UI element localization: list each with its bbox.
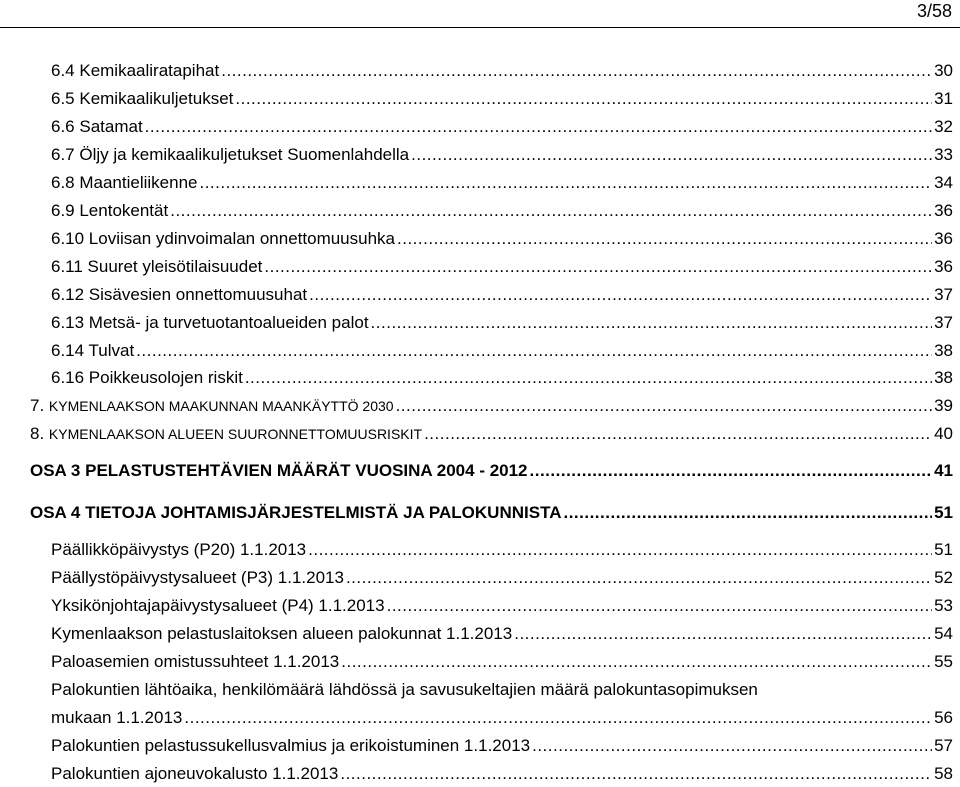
toc-entry[interactable] (51, 228, 953, 250)
toc-entry[interactable] (51, 312, 953, 334)
toc-entry-title: 6.5 Kemikaalikuljetukset (51, 89, 234, 108)
toc-entry-title (30, 395, 394, 417)
toc-entry-title: OSA 4 TIETOJA JOHTAMISJÄRJESTELMISTÄ JA PALOKUNNISTA (30, 503, 562, 522)
toc-entry-title: Palokuntien pelastussukellusvalmius ja erikoistuminen 1.1.2013 (51, 736, 531, 755)
toc-entry[interactable] (51, 172, 953, 194)
toc-entry-page: 41 (934, 461, 953, 480)
toc-entry-title: Palokuntien ajoneuvokalusto 1.1.2013 (51, 764, 339, 783)
page-number: 3/58 (916, 1, 952, 21)
toc-entry-title: OSA 3 PELASTUSTEHTÄVIEN MÄÄRÄT VUOSINA 2004 - 2012 (30, 461, 528, 480)
toc-entry-table[interactable] (51, 707, 953, 729)
toc-leader-dots (170, 200, 932, 222)
toc-entry-page: 36 (934, 201, 953, 220)
toc-entry-page: 40 (934, 424, 953, 443)
toc-leader-dots (387, 595, 932, 617)
toc-entry-page: 39 (934, 396, 953, 415)
toc-entry-table[interactable] (51, 623, 953, 645)
toc-entry-page: 54 (934, 624, 953, 643)
toc-entry-title: Päällystöpäivystysalueet (P3) 1.1.2013 (51, 568, 344, 587)
toc-entry-title: 6.10 Loviisan ydinvoimalan onnettomuusuhka (51, 229, 396, 248)
toc-entry-title-text: KYMENLAAKSON ALUEEN SUURONNETTOMUUSRISKIT (48, 426, 423, 442)
toc-leader-dots (341, 651, 932, 673)
toc-entry-page: 55 (934, 652, 953, 671)
toc-entry-page: 51 (934, 503, 953, 522)
toc-entry-title: mukaan 1.1.2013 (51, 708, 183, 727)
toc-leader-dots (397, 228, 932, 250)
toc-entry-page: 38 (934, 368, 953, 387)
toc-entry[interactable] (51, 60, 953, 82)
toc-leader-dots (235, 88, 932, 110)
toc-entry[interactable] (51, 200, 953, 222)
toc-leader-dots (530, 460, 933, 482)
toc-entry-page: 30 (934, 61, 953, 80)
toc-entry-page: 58 (934, 764, 953, 783)
toc-entry-page: 32 (934, 117, 953, 136)
toc-entry-number: 7. (30, 396, 45, 415)
toc-entry-title-line1: Palokuntien lähtöaika, henkilömäärä lähdössä ja savusukeltajien määrä palokuntasopimuksen (51, 680, 758, 699)
toc-leader-dots (396, 395, 933, 417)
toc-entry-part[interactable] (30, 460, 953, 482)
toc-entry-page: 34 (934, 173, 953, 192)
toc-entry-title: Kymenlaakson pelastuslaitoksen alueen palokunnat 1.1.2013 (51, 624, 513, 643)
toc-leader-dots (340, 763, 932, 785)
toc-entry-page: 37 (934, 285, 953, 304)
header-rule (0, 27, 960, 28)
toc-leader-dots (308, 539, 932, 561)
toc-entry-page: 38 (934, 341, 953, 360)
toc-leader-dots (184, 707, 932, 729)
toc-entry-chapter[interactable] (30, 423, 953, 445)
toc-entry-page: 36 (934, 229, 953, 248)
toc-entry-title: 6.11 Suuret yleisötilaisuudet (51, 257, 263, 276)
toc-entry-title: 6.14 Tulvat (51, 341, 135, 360)
toc-entry-table[interactable] (51, 735, 953, 757)
toc-entry-title: 6.8 Maantieliikenne (51, 173, 198, 192)
toc-entry-title: 6.9 Lentokentät (51, 201, 169, 220)
toc-entry[interactable] (51, 144, 953, 166)
toc-leader-dots (309, 284, 932, 306)
toc-entry-page: 36 (934, 257, 953, 276)
toc-leader-dots (199, 172, 932, 194)
toc-leader-dots (563, 502, 932, 524)
toc-entry-table[interactable] (51, 567, 953, 589)
toc-entry-page: 56 (934, 708, 953, 727)
toc-leader-dots (264, 256, 932, 278)
toc-entry-title: 6.6 Satamat (51, 117, 143, 136)
toc-entry-title-text: KYMENLAAKSON MAAKUNNAN MAANKÄYTTÖ 2030 (48, 398, 394, 414)
toc-entry-title (30, 423, 422, 445)
toc-entry[interactable] (51, 367, 953, 389)
toc-leader-dots (136, 340, 932, 362)
toc-leader-dots (411, 144, 932, 166)
toc-entry-title: 6.7 Öljy ja kemikaalikuljetukset Suomenlahdella (51, 145, 410, 164)
toc-entry[interactable] (51, 340, 953, 362)
toc-entry-part[interactable] (30, 502, 953, 524)
toc-entry-chapter[interactable] (30, 395, 953, 417)
toc-entry-page: 53 (934, 596, 953, 615)
toc-leader-dots (245, 367, 932, 389)
toc-leader-dots (346, 567, 932, 589)
toc-leader-dots (371, 312, 933, 334)
toc-entry-number: 8. (30, 424, 45, 443)
toc-entry-table[interactable] (51, 539, 953, 561)
toc-entry-table[interactable] (51, 651, 953, 673)
toc-leader-dots (145, 116, 932, 138)
toc-entry-page: 31 (934, 89, 953, 108)
toc-leader-dots (514, 623, 932, 645)
toc-entry-table[interactable] (51, 763, 953, 785)
toc-entry[interactable] (51, 116, 953, 138)
toc-entry-page: 57 (934, 736, 953, 755)
toc-leader-dots (424, 423, 932, 445)
toc-entry-title: 6.13 Metsä- ja turvetuotantoalueiden palot (51, 313, 369, 332)
toc-entry[interactable] (51, 256, 953, 278)
toc-entry-title: Yksikönjohtajapäivystysalueet (P4) 1.1.2013 (51, 596, 385, 615)
toc-entry-page: 33 (934, 145, 953, 164)
toc-entry[interactable] (51, 88, 953, 110)
toc-entry[interactable] (51, 284, 953, 306)
toc-entry-table[interactable] (51, 595, 953, 617)
toc-leader-dots (532, 735, 932, 757)
toc-entry-page: 52 (934, 568, 953, 587)
toc-entry-title: 6.12 Sisävesien onnettomuusuhat (51, 285, 308, 304)
toc-entry-page: 37 (934, 313, 953, 332)
toc-entry-title: 6.16 Poikkeusolojen riskit (51, 368, 243, 387)
toc-entry-title: 6.4 Kemikaaliratapihat (51, 61, 220, 80)
toc-entry-title: Paloasemien omistussuhteet 1.1.2013 (51, 652, 340, 671)
toc-leader-dots (221, 60, 932, 82)
toc-entry-title: Päällikköpäivystys (P20) 1.1.2013 (51, 540, 307, 559)
toc-entry-page: 51 (934, 540, 953, 559)
